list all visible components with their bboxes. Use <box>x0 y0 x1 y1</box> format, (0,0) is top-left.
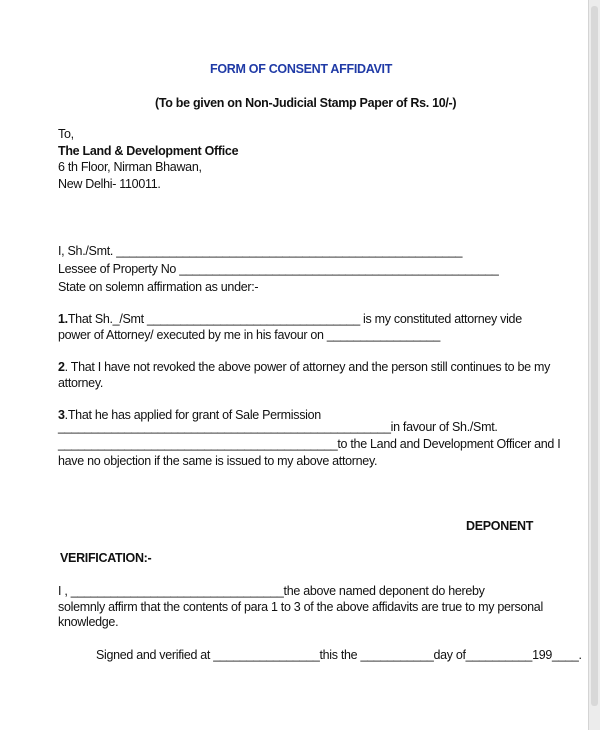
clause-3-line-3: __________________________________________to the Land and Development Officer and I <box>58 437 561 451</box>
address-to: To, <box>58 127 74 141</box>
clause-2-text: . That I have not revoked the above power of attorney and the person still continues to be my <box>64 360 551 374</box>
deponent-label: DEPONENT <box>466 519 534 533</box>
solemn-affirmation: State on solemn affirmation as under:- <box>58 280 259 294</box>
clause-3-number: 3 <box>58 408 65 422</box>
signed-verified-line: Signed and verified at ________________this the ___________day of__________199____. <box>96 648 582 662</box>
clause-3-line-2: __________________________________________________in favour of Sh./Smt. <box>58 420 498 434</box>
verification-line-3: knowledge. <box>58 615 119 629</box>
clause-3-line-4: have no objection if the same is issued to my above attorney. <box>58 454 378 468</box>
document-subtitle: (To be given on Non-Judicial Stamp Paper of Rs. 10/-) <box>155 96 457 110</box>
clause-2-line-1 <box>58 360 550 374</box>
address-office: The Land & Development Office <box>58 144 239 158</box>
clause-3-text: .That he has applied for grant of Sale Permission <box>64 408 321 422</box>
verification-line-2: solemnly affirm that the contents of para 1 to 3 of the above affidavits are true to my personal <box>58 600 543 614</box>
clause-1-number: 1. <box>58 312 68 326</box>
verification-line-1: I , ________________________________the above named deponent do hereby <box>58 584 485 598</box>
clause-1-line-1 <box>58 312 522 326</box>
document-title: FORM OF CONSENT AFFIDAVIT <box>210 62 393 76</box>
scrollbar-thumb[interactable] <box>591 6 598 706</box>
declarant-name-line: I, Sh./Smt. ____________________________________________________ <box>58 244 463 258</box>
clause-1-text: That Sh._/Smt ________________________________ is my constituted attorney vide <box>67 312 522 326</box>
verification-heading: VERIFICATION:- <box>60 551 152 565</box>
clause-1-line-2: power of Attorney/ executed by me in his favour on _________________ <box>58 328 440 342</box>
vertical-scrollbar[interactable] <box>588 0 600 730</box>
clause-2-line-2: attorney. <box>58 376 104 390</box>
address-floor: 6 th Floor, Nirman Bhawan, <box>58 160 202 174</box>
clause-2-number: 2 <box>58 360 65 374</box>
address-city: New Delhi- 110011. <box>58 177 161 191</box>
lessee-line: Lessee of Property No ________________________________________________ <box>58 262 499 276</box>
